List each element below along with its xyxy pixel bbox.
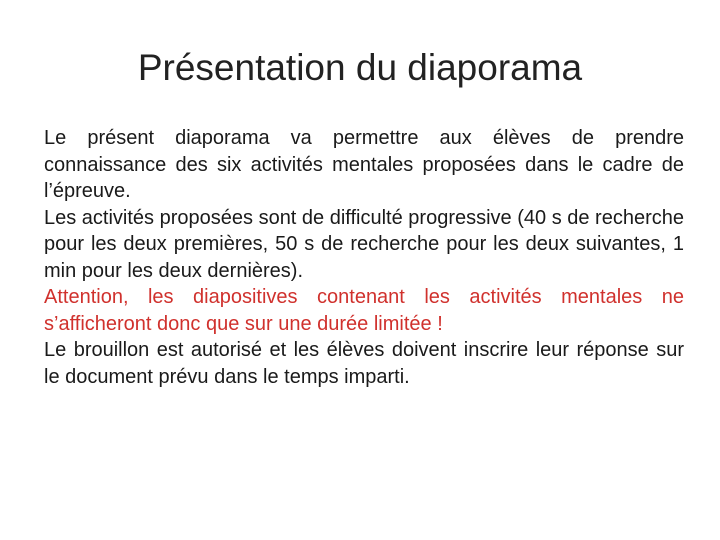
slide-title: Présentation du diaporama <box>137 47 583 88</box>
intro-paragraph: Le présent diaporama va permettre aux élèves de prendre connaissance des six activités mentales proposées dans le cadre de l’épreuve. <box>44 127 684 202</box>
draft-paragraph: Le brouillon est autorisé et les élèves doivent inscrire leur réponse sur le document prévu dans le temps imparti. <box>44 339 684 388</box>
slide-body <box>44 125 684 390</box>
warning-paragraph: Attention, les diapositives contenant les activités mentales ne s’afficheront donc que sur une durée limitée ! <box>44 286 684 335</box>
timing-paragraph: Les activités proposées sont de difficulté progressive (40 s de recherche pour les deux premières, 50 s de recherche pour les deux suivantes, 1 min pour les deux dernières). <box>44 206 684 282</box>
